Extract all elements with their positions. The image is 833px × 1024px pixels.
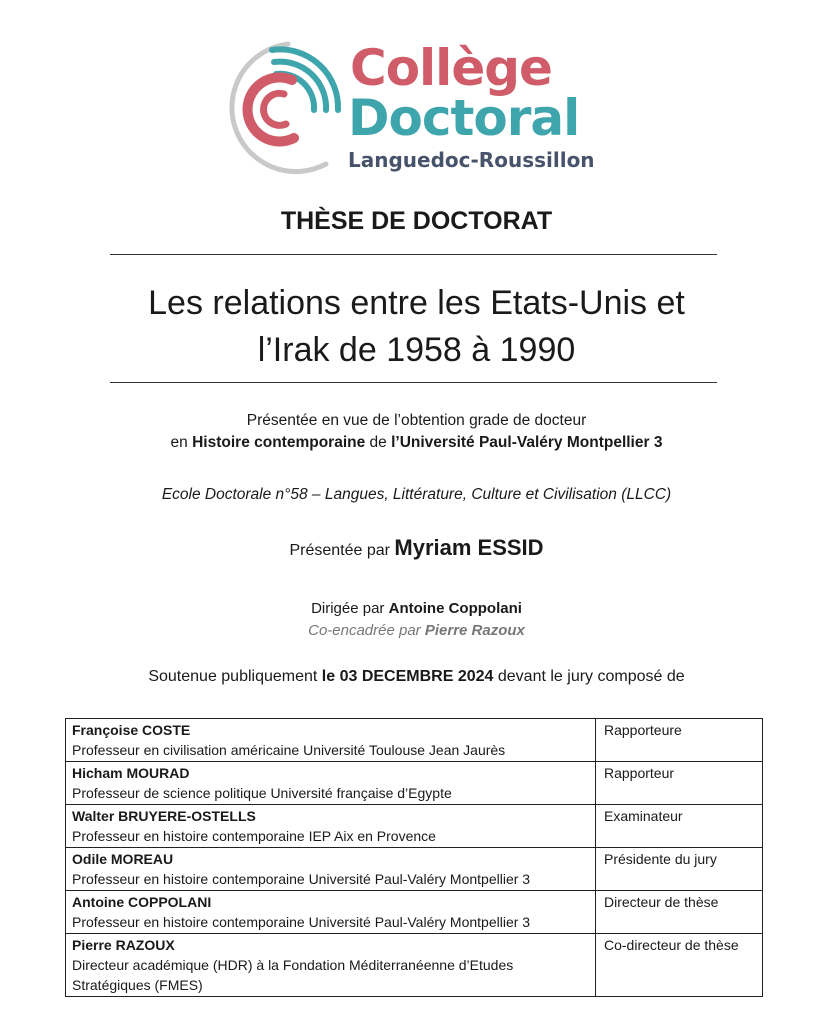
jury-member-position: Professeur de science politique Université française d’Egypte — [72, 785, 452, 801]
jury-member-cell — [66, 805, 596, 848]
university: l’Université Paul-Valéry Montpellier 3 — [391, 434, 663, 451]
logo-text-college: Collège — [350, 39, 552, 97]
author-name: Myriam ESSID — [394, 535, 544, 560]
codirector-label: Co-encadrée par — [308, 622, 425, 639]
jury-member-role: Co-directeur de thèse — [596, 934, 763, 997]
jury-member-cell — [66, 762, 596, 805]
jury-member-role: Directeur de thèse — [596, 891, 763, 934]
director-label: Dirigée par — [311, 600, 389, 617]
thesis-title-line-2: l’Irak de 1958 à 1990 — [257, 331, 576, 369]
degree-prefix: en — [170, 434, 193, 451]
author-line — [0, 535, 833, 561]
jury-member-name: Pierre RAZOUX — [72, 937, 175, 953]
divider-top — [110, 254, 717, 255]
jury-member-name: Walter BRUYERE-OSTELLS — [72, 808, 256, 824]
degree-line-2 — [0, 432, 833, 454]
logo-arcs-icon — [214, 38, 354, 178]
degree-line-1: Présentée en vue de l’obtention grade de docteur — [246, 412, 587, 429]
doctoral-school: Ecole Doctorale n°58 – Langues, Littérature, Culture et Civilisation (LLCC) — [161, 486, 672, 503]
degree-connector: de — [365, 434, 392, 451]
author-label: Présentée par — [289, 542, 395, 559]
jury-member-cell — [66, 848, 596, 891]
jury-member-name: Odile MOREAU — [72, 851, 174, 867]
jury-member-cell — [66, 934, 596, 997]
jury-row — [66, 934, 763, 997]
defense-date: le 03 DECEMBRE 2024 — [321, 668, 494, 685]
defense-suffix: devant le jury composé de — [493, 668, 685, 685]
jury-row — [66, 848, 763, 891]
discipline: Histoire contemporaine — [192, 434, 366, 451]
document-type: THÈSE DE DOCTORAT — [280, 207, 553, 235]
defense-statement — [0, 668, 833, 686]
jury-row — [66, 762, 763, 805]
jury-member-position: Professeur en histoire contemporaine Université Paul-Valéry Montpellier 3 — [72, 914, 531, 930]
jury-member-position: Professeur en histoire contemporaine Université Paul-Valéry Montpellier 3 — [72, 871, 531, 887]
director-line — [0, 598, 833, 620]
jury-row — [66, 891, 763, 934]
college-doctoral-logo — [214, 38, 614, 178]
jury-member-name: Hicham MOURAD — [72, 765, 190, 781]
jury-member-role: Rapporteur — [596, 762, 763, 805]
supervision — [0, 598, 833, 642]
jury-member-position: Professeur en civilisation américaine Université Toulouse Jean Jaurès — [72, 742, 506, 758]
jury-member-cell — [66, 719, 596, 762]
jury-member-cell — [66, 891, 596, 934]
codirector-name: Pierre Razoux — [424, 622, 525, 639]
codirector-line — [0, 620, 833, 642]
thesis-title — [0, 280, 833, 374]
jury-row — [66, 805, 763, 848]
jury-member-name: Françoise COSTE — [72, 722, 191, 738]
jury-table — [65, 718, 763, 997]
jury-row — [66, 719, 763, 762]
jury-member-position: Professeur en histoire contemporaine IEP Aix en Provence — [72, 828, 436, 844]
jury-member-role: Examinateur — [596, 805, 763, 848]
jury-member-position: Directeur académique (HDR) à la Fondation Méditerranéenne d’Etudes Stratégiques (FMES) — [72, 957, 514, 993]
director-name: Antoine Coppolani — [388, 600, 522, 617]
jury-member-role: Rapporteure — [596, 719, 763, 762]
jury-table-body — [66, 719, 763, 997]
defense-prefix: Soutenue publiquement — [148, 668, 322, 685]
thesis-title-line-1: Les relations entre les Etats-Unis et — [148, 284, 685, 322]
jury-member-role: Présidente du jury — [596, 848, 763, 891]
logo-text-region: Languedoc-Roussillon — [348, 148, 595, 172]
degree-statement — [0, 410, 833, 454]
logo-text-doctoral: Doctoral — [348, 89, 580, 147]
jury-member-name: Antoine COPPOLANI — [72, 894, 212, 910]
divider-bottom — [110, 382, 717, 383]
